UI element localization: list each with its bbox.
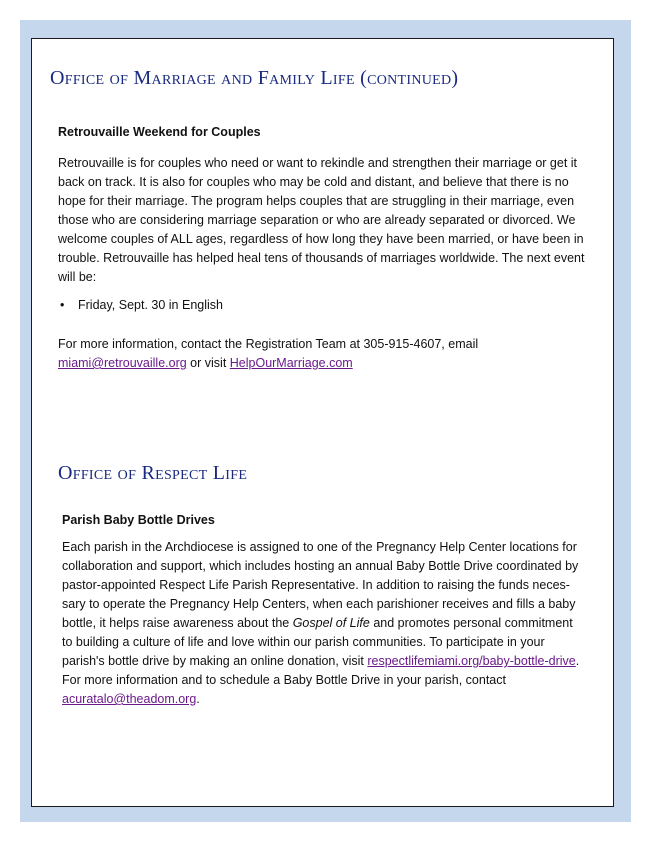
marriage-section-title: Office of Marriage and Family Life (continued) bbox=[50, 67, 459, 89]
event-list bbox=[58, 296, 223, 315]
contact-email-link[interactable]: acuratalo@theadom.org bbox=[62, 692, 197, 706]
event-item: • Friday, Sept. 30 in English bbox=[58, 296, 223, 315]
retrouvaille-intro: Retrouvaille is for couples who need or want to rekindle and strengthen their marriage or get it back on track. It is also for couples who may be cold and distant, and believe that there is no hope for their marriage. The program helps couples that are struggling in their marriage, even those who are considering marriage separation or who are already separated or divorced. We welcome couples of ALL ages, regardless of how long they have been married, or have been in trouble. Retrouvaille has helped heal tens of thousands of marriages worldwide. The next event will be: bbox=[58, 156, 585, 284]
retrouvaille-email-link[interactable]: miami@retrouvaille.org bbox=[58, 356, 187, 370]
donation-link[interactable]: respectlifemiami.org/baby-bottle-drive bbox=[367, 654, 576, 668]
body-part2: and promotes personal commitment to building a culture of life and love within our parish communities. To participate in your parish's bottle drive by making an online donation, visit bbox=[62, 616, 573, 668]
retrouvaille-contact bbox=[58, 335, 590, 373]
contact-mid: or visit bbox=[186, 356, 230, 370]
document-page bbox=[31, 38, 614, 807]
retrouvaille-subheading: Retrouvaille Weekend for Couples bbox=[58, 125, 261, 139]
body-part1: Each parish in the Archdiocese is assigned to one of the Pregnancy Help Center locations for collaboration and support, which includes hosting an annual Baby Bottle Drive coordinated by pastor-appointed Respect Life Parish Representative. In addition to raising the funds necessary to operate the Pregnancy Help Centers, when each parishioner receives and fills a baby bottle, it helps raise awareness about the bbox=[62, 540, 579, 630]
body-part3: . For more information and to schedule a Baby Bottle Drive in your parish, contact bbox=[62, 654, 580, 687]
body-end: . bbox=[196, 692, 200, 706]
baby-bottle-body bbox=[62, 538, 586, 709]
baby-bottle-subheading: Parish Baby Bottle Drives bbox=[62, 513, 215, 527]
helpourmarriage-link[interactable]: HelpOurMarriage.com bbox=[229, 356, 353, 370]
respect-life-section-title: Office of Respect Life bbox=[58, 462, 248, 484]
gospel-of-life-italic: Gospel of Life bbox=[292, 616, 370, 630]
contact-prefix: For more information, contact the Registration Team at 305-915-4607, email bbox=[58, 337, 479, 351]
